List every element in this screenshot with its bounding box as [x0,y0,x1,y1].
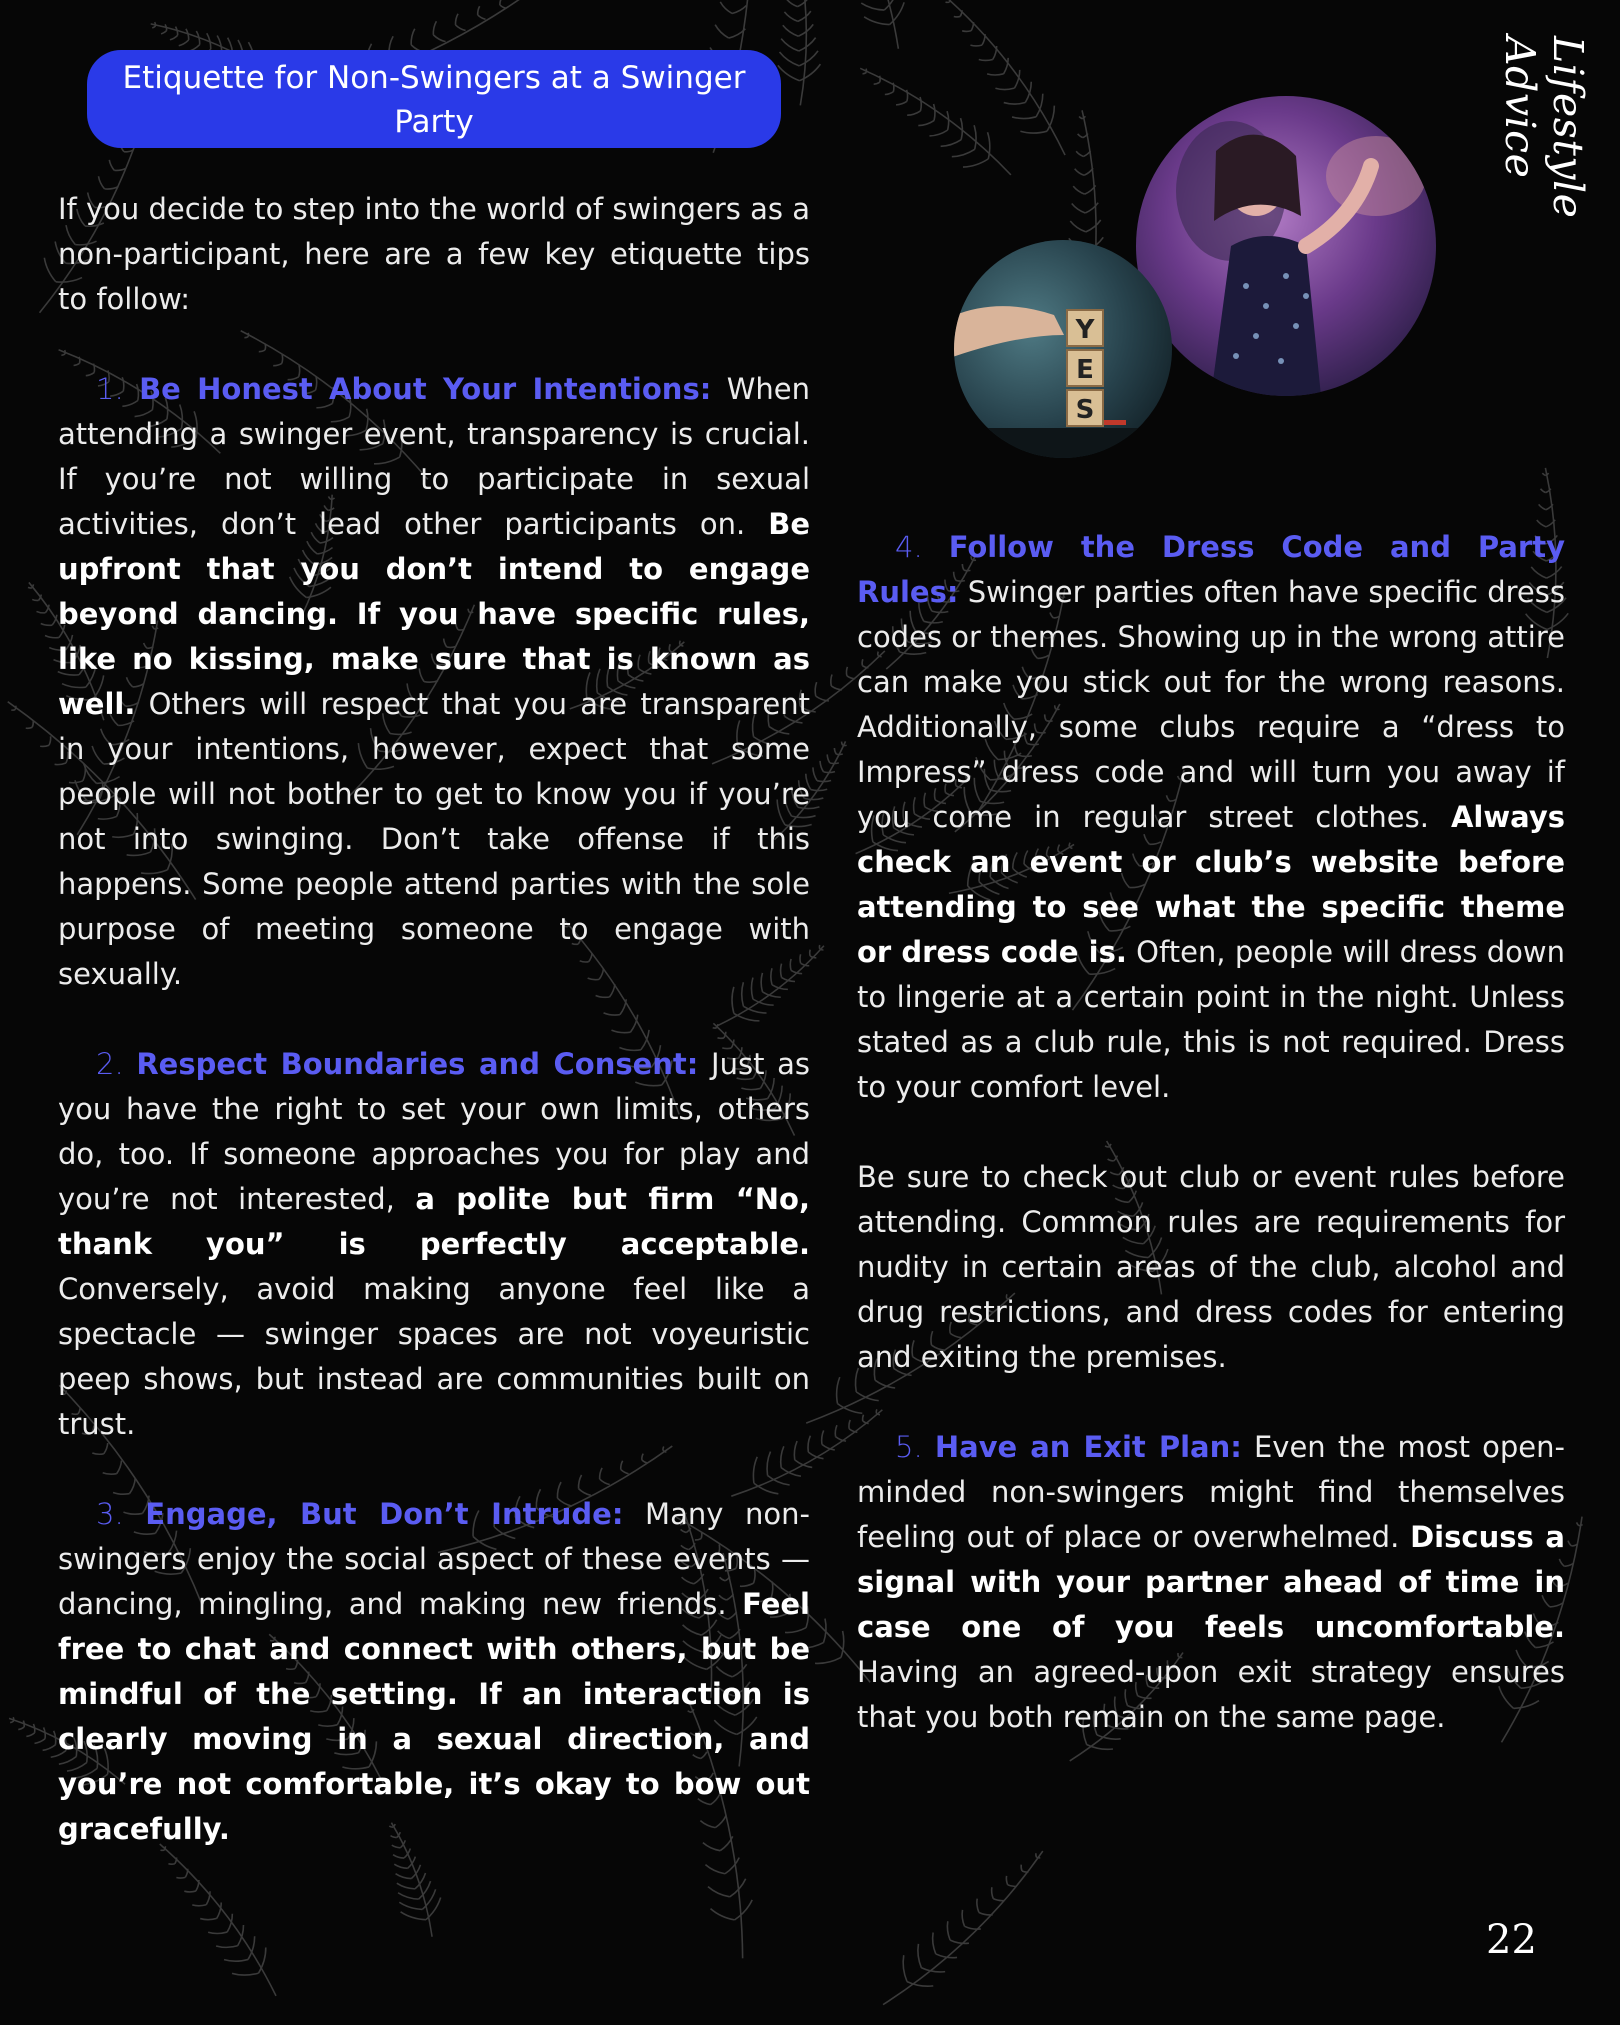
tip-5-heading: Have an Exit Plan: [934,1430,1242,1464]
tip-1 [58,367,810,997]
fern-sprig [774,0,821,106]
fern-sprig [868,1836,1057,2020]
tip-2-heading: Respect Boundaries and Consent: [136,1047,699,1081]
section-title: Etiquette for Non-Swingers at a Swinger Party [122,60,746,140]
tip-4-text-b: Often, people will dress down to lingerie at a certain point in the night. Unless stated as a club rule, this is not required. Dress to your comfort level. [857,935,1565,1104]
fern-sprig [848,51,1023,192]
tip-3-bold: Feel free to chat and connect with others, but be mindful of the setting. If an interaction is clearly moving in a sexual direction, and you’re not comfortable, it’s okay to bow out gracefully. [58,1587,810,1846]
tip-2-bold: a polite but firm “No, thank you” is perfectly acceptable. [58,1182,810,1261]
page-number: 22 [1486,1917,1537,1963]
left-column [58,187,810,1897]
tip-5-number: 5. [895,1430,923,1464]
tip-1-text-b: Others will respect that you are transparent in your intentions, however, expect that some people will not bother to get to know you if you’re not into swinging. Don’t take offense if this happens. Some people attend parties with the sole purpose of meeting someone to engage with sexually. [58,687,810,991]
wooden-block-e [1067,350,1103,386]
tip-2 [58,1042,810,1447]
dancer-photo [1136,96,1436,396]
tip-1-text-a: When attending a swinger event, transparency is crucial. If you’re not willing to participate in sexual activities, don’t lead other participants on. [58,372,810,541]
tip-2-number: 2. [96,1047,124,1081]
category-label: Lifestyle Advice [1496,36,1592,219]
intro-paragraph: If you decide to step into the world of swingers as a non-participant, here are a few key etiquette tips to follow: [58,192,810,316]
tip-3-text-a: Many non-swingers enjoy the social aspect of these events — dancing, mingling, and making new friends. [58,1497,810,1621]
tip-4-heading: Follow the Dress Code and Party Rules: [857,530,1565,609]
tip-3-number: 3. [96,1497,124,1531]
block-letter-e: E [1076,355,1094,385]
tip-2-text-a: Just as you have the right to set your own limits, others do, too. If someone approaches you for play and you’re not interested, [58,1047,811,1216]
tip-1-heading: Be Honest About Your Intentions: [139,372,712,406]
section-title-pill [87,50,781,148]
yes-blocks-photo [954,240,1172,458]
tip-5-bold: Discuss a signal with your partner ahead of time in case one of you feels uncomfortable. [857,1520,1565,1644]
fern-sprig [820,0,919,56]
tip-4-number: 4. [895,530,923,564]
tip-5-text-b: Having an agreed-upon exit strategy ensures that you both remain on the same page. [857,1655,1565,1734]
tip-1-bold: Be upfront that you don’t intend to engage beyond dancing. If you have specific rules, like no kissing, make sure that is known as well. [58,507,810,721]
tip-3-heading: Engage, But Don’t Intrude: [145,1497,624,1531]
tip-5 [857,1425,1565,1740]
block-letter-y: Y [1075,315,1095,345]
tip-1-number: 1. [96,372,124,406]
tip-2-text-b: Conversely, avoid making anyone feel like a spectacle — swinger spaces are not voyeuristic peep shows, but instead are communities built on trust. [58,1272,810,1441]
block-letter-s: S [1075,395,1095,425]
right-column [857,525,1565,1785]
wooden-block-y [1067,310,1103,346]
rules-paragraph: Be sure to check out club or event rules before attending. Common rules are requirements for nudity in certain areas of the club, alcohol and drug restrictions, and dress codes for entering and exiting the premises. [857,1160,1565,1374]
tip-4 [857,525,1565,1110]
tip-4-text-a: Swinger parties often have specific dress codes or themes. Showing up in the wrong attire can make you stick out for the wrong reasons. Additionally, some clubs require a “dress to Impress” dress code and will turn you away if you come in regular street clothes. [857,575,1565,834]
fern-sprig [928,0,1082,168]
tip-5-text-a: Even the most open-minded non-swingers might find themselves feeling out of place or overwhelmed. [857,1430,1565,1554]
tip-3 [58,1492,810,1852]
wooden-block-s [1067,390,1103,426]
tip-4-bold: Always check an event or club’s website before attending to see what the specific theme or dress code is. [857,800,1565,969]
